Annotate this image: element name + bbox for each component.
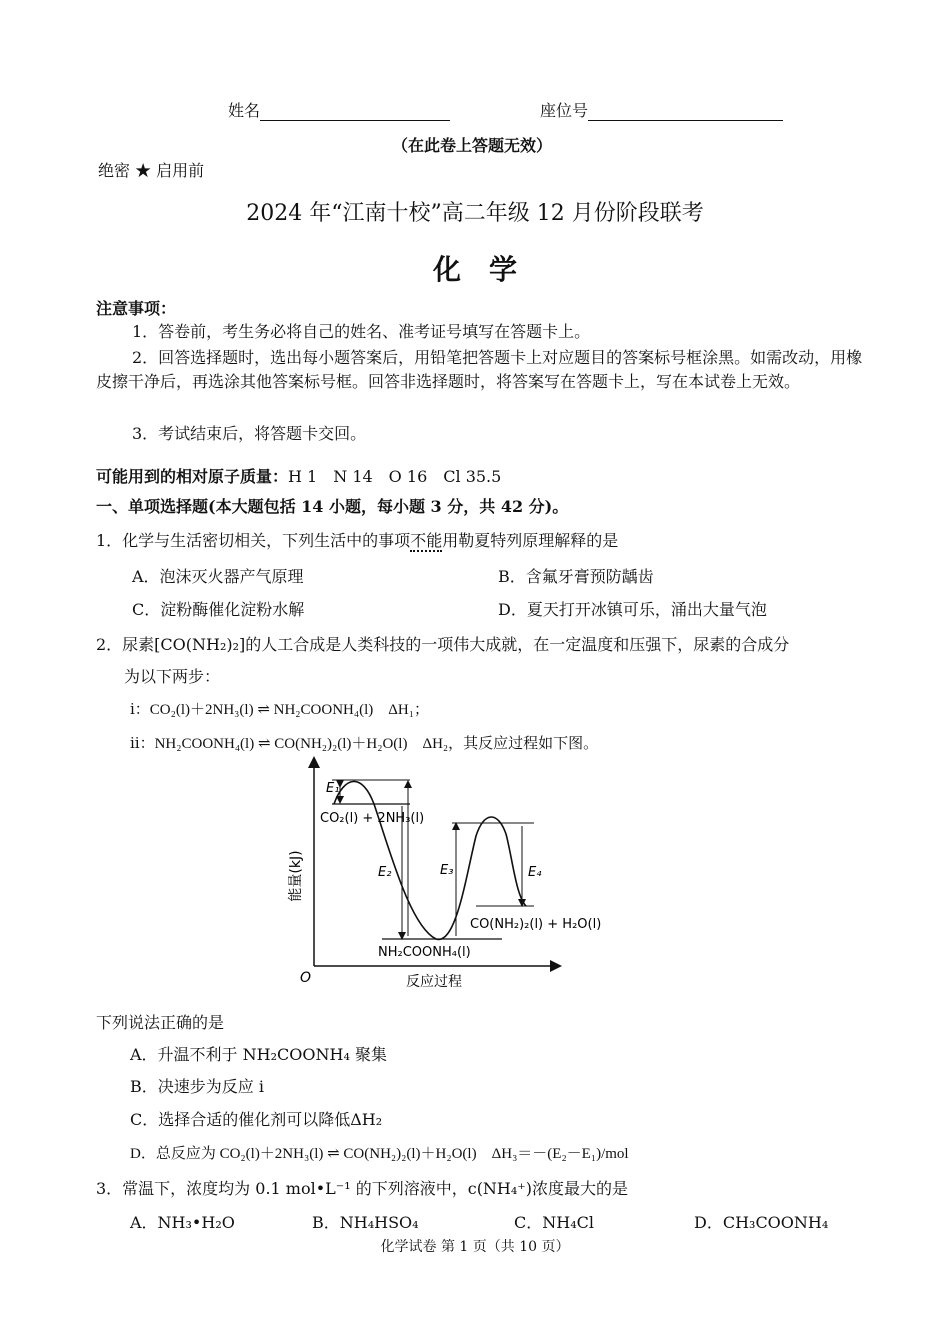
section1-title: 一、单项选择题(本大题包括 14 小题，每小题 3 分，共 42 分)。 xyxy=(96,497,569,516)
page-footer: 化学试卷 第 1 页（共 10 页） xyxy=(380,1239,570,1255)
e1-label: E₁ xyxy=(326,781,340,796)
e4-label: E₄ xyxy=(528,865,542,880)
y-axis-label: 能量(kJ) xyxy=(288,850,304,902)
q1-stem xyxy=(96,528,618,551)
q1-option-c[interactable]: C．淀粉酶催化淀粉水解 xyxy=(132,600,305,619)
secret-mark: 绝密 ★ 启用前 xyxy=(98,161,205,180)
q3-option-c[interactable]: C．NH₄Cl xyxy=(514,1213,594,1232)
q1-option-a[interactable]: A．泡沫灭火器产气原理 xyxy=(132,567,304,586)
q2-step2: ⅱ：NH₂COONH₄(l) ⇌ CO(NH₂)₂(l)＋H₂O(l) ΔH₂，其反应过程如下图。 xyxy=(130,736,599,752)
invalid-note: （在此卷上答题无效） xyxy=(392,136,553,155)
energy-diagram xyxy=(270,756,630,992)
reaction-curve xyxy=(334,781,526,939)
e2-label: E₂ xyxy=(378,865,392,880)
e3-label: E₃ xyxy=(440,863,454,878)
q1-option-b[interactable]: B．含氟牙膏预防龋齿 xyxy=(498,567,654,586)
name-blank xyxy=(260,102,450,121)
atomic-masses xyxy=(96,464,501,487)
q2-stem-line2: 为以下两步： xyxy=(124,667,221,686)
name-field xyxy=(228,98,450,121)
name-label: 姓名 xyxy=(228,101,261,120)
seat-label: 座位号 xyxy=(540,101,589,120)
origin-label: O xyxy=(300,970,312,986)
seat-blank xyxy=(588,102,783,121)
q3-option-d[interactable]: D．CH₃COONH₄ xyxy=(694,1213,829,1232)
note-3: 3．考试结束后，将答题卡交回。 xyxy=(132,424,367,443)
notes-heading: 注意事项： xyxy=(96,299,177,318)
q3-stem: 3．常温下，浓度均为 0.1 mol•L⁻¹ 的下列溶液中，c(NH₄⁺)浓度最大的是 xyxy=(96,1179,628,1198)
reactant-label: CO₂(l) + 2NH₃(l) xyxy=(320,811,425,826)
q2-option-a[interactable]: A．升温不利于 NH₂COONH₄ 聚集 xyxy=(130,1045,387,1064)
q2-option-b[interactable]: B．决速步为反应 ⅰ xyxy=(130,1077,264,1096)
note-2: 2．回答选择题时，选出每小题答案后，用铅笔把答题卡上对应题目的答案标号框涂黑。如需改动，用橡皮擦干净后，再选涂其他答案标号框。回答非选择题时，将答案写在答题卡上，写在本试卷上无效。 xyxy=(96,348,863,391)
x-axis-label: 反应过程 xyxy=(406,974,462,990)
q2-option-c[interactable]: C．选择合适的催化剂可以降低ΔH₂ xyxy=(130,1110,383,1129)
q3-option-b[interactable]: B．NH₄HSO₄ xyxy=(312,1213,419,1232)
note-1: 1．答卷前，考生务必将自己的姓名、准考证号填写在答题卡上。 xyxy=(132,322,591,341)
q1-stem-emphasis: 不能 xyxy=(410,531,443,550)
q2-prompt: 下列说法正确的是 xyxy=(96,1013,225,1032)
atomic-masses-values: H 1 N 14 O 16 Cl 35.5 xyxy=(288,467,502,486)
q3-option-a[interactable]: A．NH₃•H₂O xyxy=(130,1213,235,1232)
q2-stem-line1: 2．尿素[CO(NH₂)₂]的人工合成是人类科技的一项伟大成就，在一定温度和压强下，尿素的合成分 xyxy=(96,635,790,654)
q1-stem-after: 用勒夏特列原理解释的是 xyxy=(442,531,619,550)
atomic-masses-label: 可能用到的相对原子质量： xyxy=(96,467,289,486)
exam-title: 2024 年“江南十校”高二年级 12 月份阶段联考 xyxy=(246,201,704,226)
q2-step1: ⅰ：CO₂(l)＋2NH₃(l) ⇌ NH₂COONH₄(l) ΔH₁； xyxy=(130,702,429,718)
intermediate-label: NH₂COONH₄(l) xyxy=(378,945,471,960)
product-label: CO(NH₂)₂(l) + H₂O(l) xyxy=(470,917,602,932)
subject-title: 化 学 xyxy=(432,253,517,286)
q1-stem-before: 1．化学与生活密切相关，下列生活中的事项 xyxy=(96,531,411,550)
seat-field xyxy=(540,98,783,121)
q1-option-d[interactable]: D．夏天打开冰镇可乐，涌出大量气泡 xyxy=(498,600,767,619)
q2-option-d[interactable]: D．总反应为 CO₂(l)＋2NH₃(l) ⇌ CO(NH₂)₂(l)＋H₂O(l) ΔH₃＝－(E₂－E₁)/mol xyxy=(130,1146,629,1162)
